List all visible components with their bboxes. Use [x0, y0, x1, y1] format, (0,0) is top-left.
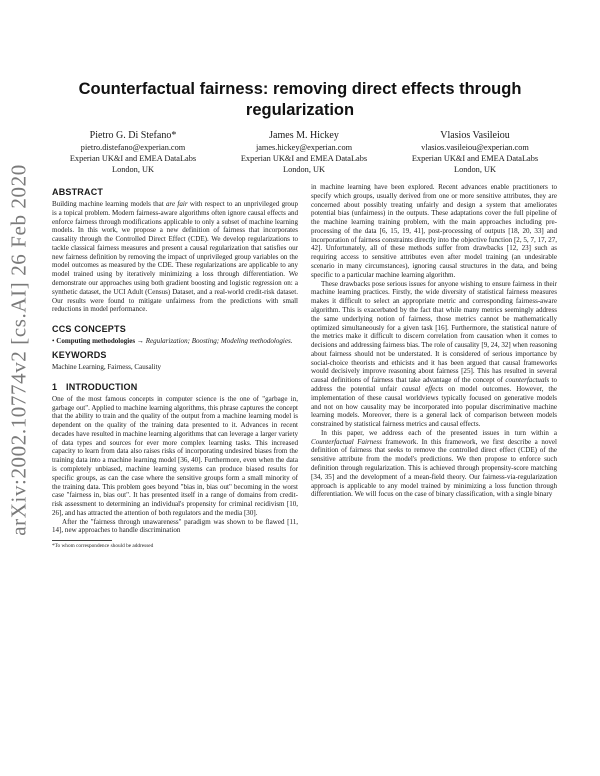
author-email: james.hickey@experian.com: [255, 143, 353, 152]
ccs-text: • Computing methodologies → Regularization; Boosting; Modeling methodologies.: [52, 337, 293, 346]
author-affiliation: Experian UK&I and EMEA DataLabs: [240, 153, 368, 163]
author-name: Pietro G. Di Stefano*: [89, 130, 177, 141]
keywords-text: Machine Learning, Fairness, Causality: [52, 362, 162, 371]
author-2: [219, 129, 389, 175]
author-name: Vlasios Vasileiou: [440, 130, 510, 141]
author-affiliation: Experian UK&I and EMEA DataLabs: [411, 153, 539, 163]
abstract-heading: ABSTRACT: [52, 187, 104, 197]
author-email: vlasios.vasileiou@experian.com: [421, 143, 529, 152]
right-paragraph-2: These drawbacks pose serious issues for anyone wishing to ensure fairness in their machine learning practices. Firstly, the wide diversity of statistical fairness measures makes it difficult to select an appropriate metric and corresponding fairness-aware algorithm. This is exacerbated by the fact that while many metrics seemingly address the same underlying notion of fairness, those metrics cannot be mathematically optimized simultaneously for a given task [16]. Furthermore, the statistical nature of the metrics make it difficult to discern correlation from causation when it comes to decisions and addressing fairness bias. The role of causality [9, 24, 32] when reasoning about fairness should not be understated. It is considered of serious importance by social-choice theorists and ethicists and it has been argued that causal frameworks would decisively improve reasoning about fairness [25]. This has resulted in several causal definitions of fairness that take advantage of the concept of counterfactuals to address the potential unfair causal effects on model outcomes. However, the implementation of these causal worldviews typically focused on generative models and not on how causality may be incorporated into popular discriminative machine learning models. Moreover, there is a general lack of comparison between models constrained by statistical fairness metrics and causal effects.: [311, 279, 558, 429]
author-location: London, UK: [283, 164, 325, 174]
ccs-heading: CCS CONCEPTS: [52, 324, 126, 335]
abstract-text: Building machine learning models that are fair with respect to an unprivileged group is a topical problem. Modern fairness-aware algorithms often ignore causal effects and enforce fairness through modifications applicable to only a subset of machine learning models. In this work, we propose a new definition of fairness that incorporates causality through the Controlled Direct Effect (CDE). We develop regularizations to tackle classical fairness measures and present a causal regularization that satisfies our new fairness definition by removing the impact of unprivileged group variables on the model outcomes as measured by the CDE. These regularizations are applicable to any model trained using by iteratively minimizing a loss through differentiation. We demonstrate our approaches using both gradient boosting and logistic regression on: a synthetic dataset, the UCI Adult (Census) Dataset, and a real-world credit-risk dataset. Our results were found to mitigate unfairness from the predictions with small reductions in model performance.: [52, 200, 299, 314]
arxiv-identifier: arXiv:2002.10774v2 [cs.AI] 26 Feb 2020: [6, 164, 31, 536]
author-location: London, UK: [454, 164, 496, 174]
author-1: [48, 129, 218, 175]
author-name: James M. Hickey: [269, 130, 339, 141]
intro-paragraph-2: After the "fairness through unawareness" paradigm was shown to be flawed [11, 14], new approaches to handle discrimination: [52, 517, 298, 535]
paper-title: Counterfactual fairness: removing direct effects through regularization: [78, 80, 522, 119]
keywords-heading: KEYWORDS: [52, 349, 107, 360]
footnote: *To whom correspondence should be addressed: [52, 543, 154, 550]
left-column: [52, 183, 298, 550]
author-email: pietro.distefano@experian.com: [80, 143, 186, 152]
intro-heading: 1 INTRODUCTION: [52, 381, 138, 392]
right-column: [311, 183, 557, 499]
author-3: [390, 129, 560, 175]
footnote-rule: [52, 540, 112, 541]
intro-paragraph-1: One of the most famous concepts in computer science is the one of "garbage in, garbage out". Applied to machine learning algorithms, this phrase captures the concept that the ability to train and the quality of the output from a machine learning model is dependent on the quality of the training data presented to it. Advances in recent decades have resulted in machine learning algorithms that can leverage a larger variety of data types and sources for ever more complex learning tasks. This increased capacity to learn from data also raises risks of incorporating undesired biases from the training data into a machine learning model [36, 40]. Furthermore, even when the data is completely unbiased, machine learning systems can produce biased results for specific groups, as can the case where the sensitive groups form a small minority of the training data. This problem goes beyond "bias in, bias out" becoming in the worst case "fairness in, bias out". It has presented itself in a range of domains from credit-risk assessment to determining an individual's propensity for criminal recidivism [10, 26], and has attracted the attention of both regulators and the media [30].: [52, 394, 298, 517]
author-affiliation: Experian UK&I and EMEA DataLabs: [69, 153, 197, 163]
right-paragraph-1: in machine learning have been explored. Recent advances enable practitioners to specify which groups, usually derived from one or more sensitive attributes, they are concerned about possibly treating unfairly and design a system that ameliorates potential bias (unfairness) in the outputs. These adaptations cover the full pipeline of the machine learning training problem, with the main approaches including pre-processing of the data [6, 15, 19, 41], post-processing of outputs [18, 20, 33] and incorporation of fairness constraints directly into the objective function [2, 5, 7, 17, 27, 42]. Unfortunately, all of these methods suffer from drawbacks [12, 23] such as requiring access to sensitive attributes even after model training (an undesirable scenario in many circumstances), ignoring causal structures in the data, and being specific to a particular machine learning algorithm.: [311, 183, 557, 279]
arxiv-sidebar: [2, 130, 36, 570]
author-location: London, UK: [112, 164, 154, 174]
right-paragraph-3: In this paper, we address each of the presented issues in turn within a Counterfactual Fairness framework. In this framework, we first describe a novel definition of fairness that seeks to remove the controlled direct effect (CDE) of the sensitive attribute from the model's predictions. We then propose to enforce such definition through regularization. This is achieved through propensity-score matching [34, 35] and the development of a mean-field theory. Our fairness-via-regularization approach is applicable to any model trained by minimizing a loss function through differentiation. We will focus on the case of binary classification, with a single binary: [311, 428, 557, 499]
